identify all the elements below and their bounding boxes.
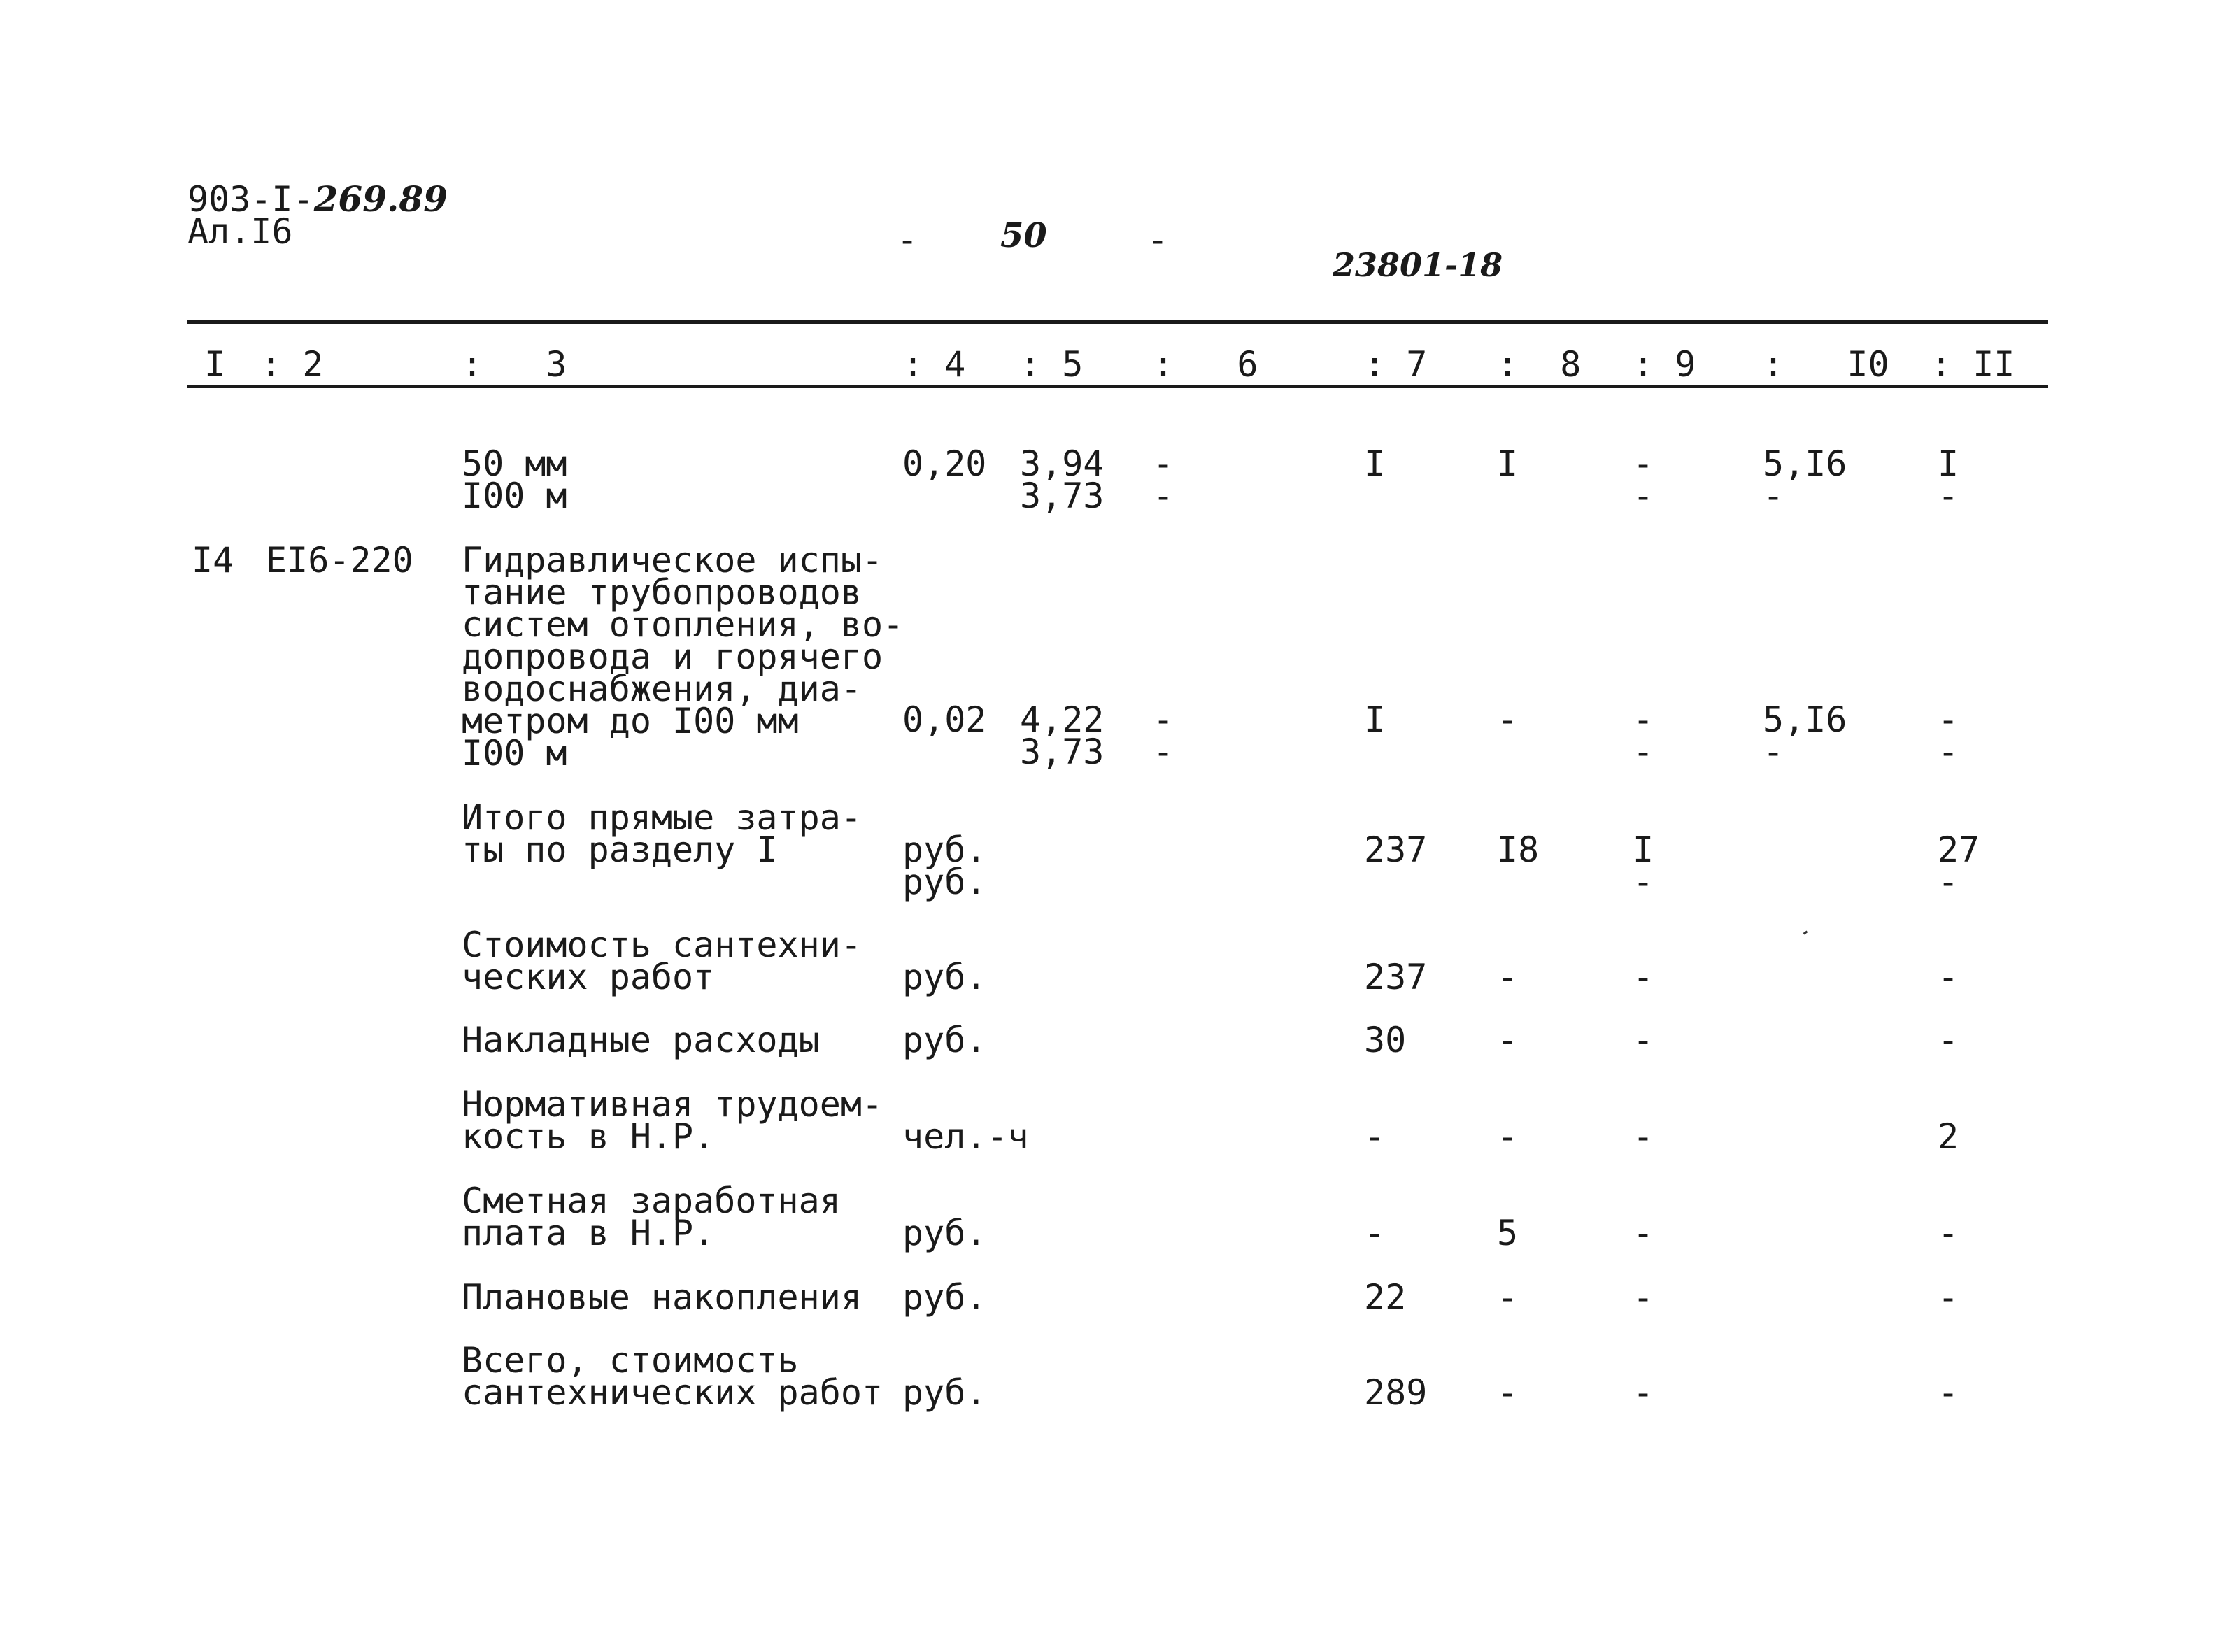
cell-col8: I8 <box>1497 829 1540 870</box>
cell-col9: - - <box>1633 699 1654 772</box>
cell-col7: I <box>1364 699 1386 740</box>
row-description: Плановые накопления <box>462 1277 862 1318</box>
document-code-printed: 903-I- <box>187 179 314 220</box>
sheet-label: Ал.I6 <box>187 211 293 252</box>
table-top-rule <box>187 320 2048 324</box>
row-description: Итого прямые затра- ты по разделу I <box>462 797 862 870</box>
cell-col9: - <box>1633 957 1654 997</box>
row-description: Стоимость сантехни- ческих работ <box>462 925 862 997</box>
cell-col9: - <box>1633 1372 1654 1413</box>
column-header-5: : 5 <box>1020 344 1084 385</box>
cell-col6: - - <box>1153 443 1174 516</box>
cell-col11: - <box>1938 957 1959 997</box>
cell-col6: - - <box>1153 699 1174 772</box>
cell-col4: 0,02 <box>902 699 987 740</box>
row-description: Сметная заработная плата в Н.Р. <box>462 1181 841 1253</box>
cell-col7: I <box>1364 443 1386 484</box>
cell-col8: - <box>1497 1372 1519 1413</box>
cell-col8: - <box>1497 1277 1519 1318</box>
inventory-number: 23801-18 <box>1333 246 1503 284</box>
column-header-3: : 3 <box>462 344 567 385</box>
row-description: Накладные расходы <box>462 1020 820 1060</box>
cell-col11: - <box>1938 1213 1959 1253</box>
cell-col4: руб. <box>902 957 987 997</box>
cell-col9: - <box>1633 1020 1654 1060</box>
cell-col8: 5 <box>1497 1213 1519 1253</box>
cell-col10: 5,I6 - <box>1763 699 1847 772</box>
cell-col8: - <box>1497 1116 1519 1157</box>
cell-col7: 237 <box>1364 957 1428 997</box>
cell-col11: 2 <box>1938 1116 1959 1157</box>
row-description: 50 мм I00 м <box>462 443 567 516</box>
column-header-1: I <box>204 344 226 385</box>
document-code-handwritten: 269.89 <box>313 178 448 220</box>
page-dash-right: - <box>1147 220 1169 260</box>
cell-col7: 237 <box>1364 829 1428 870</box>
cell-col11: - - <box>1938 699 1959 772</box>
cell-col11: - <box>1938 1277 1959 1318</box>
cell-col8: - <box>1497 957 1519 997</box>
cell-col9: - <box>1633 1116 1654 1157</box>
column-header-2: : 2 <box>260 344 324 385</box>
page-number: 50 <box>1000 216 1047 255</box>
column-header-11: : II <box>1931 344 2015 385</box>
cell-col8: I <box>1497 443 1519 484</box>
cell-col4: 0,20 <box>902 443 987 484</box>
cell-col10: 5,I6 - <box>1763 443 1847 516</box>
cell-col7: 289 <box>1364 1372 1428 1413</box>
cell-col4: руб. руб. <box>902 829 987 902</box>
row-number: I4 <box>192 540 234 581</box>
column-header-10: : I0 <box>1763 344 1889 385</box>
column-header-4: : 4 <box>902 344 966 385</box>
cell-col9: - - <box>1633 443 1654 516</box>
cell-col9: - <box>1633 1277 1654 1318</box>
cell-col5: 3,94 3,73 <box>1020 443 1105 516</box>
cell-col4: руб. <box>902 1213 987 1253</box>
cell-col7: 30 <box>1364 1020 1407 1060</box>
cell-col11: - <box>1938 1020 1959 1060</box>
cell-col9: I - <box>1633 829 1654 902</box>
row-description: Гидравлическое испы- тание трубопроводов систем отопления, во- допровода и горячего водоснабжения, диа- метром до I00 мм I00 м <box>462 540 904 774</box>
cell-col4: руб. <box>902 1277 987 1318</box>
cell-col8: - <box>1497 1020 1519 1060</box>
page-dash-left: - <box>897 220 918 260</box>
cell-col9: - <box>1633 1213 1654 1253</box>
cell-col5: 4,22 3,73 <box>1020 699 1105 772</box>
cell-col4: чел.-ч <box>902 1116 1029 1157</box>
cell-col11: 27 - <box>1938 829 1980 902</box>
row-description: Всего, стоимость сантехнических работ <box>462 1340 883 1413</box>
row-code: EI6-220 <box>266 540 413 581</box>
column-header-6: : 6 <box>1153 344 1258 385</box>
cell-col4: руб. <box>902 1372 987 1413</box>
pen-mark <box>1803 931 1808 935</box>
cell-col7: 22 <box>1364 1277 1407 1318</box>
table-header-rule <box>187 385 2048 388</box>
cell-col7: - <box>1364 1213 1386 1253</box>
column-header-9: : 9 <box>1633 344 1696 385</box>
column-header-8: : 8 <box>1497 344 1582 385</box>
column-header-7: : 7 <box>1364 344 1428 385</box>
row-description: Нормативная трудоем- кость в Н.Р. <box>462 1084 883 1157</box>
cell-col11: - <box>1938 1372 1959 1413</box>
cell-col8: - <box>1497 699 1519 740</box>
cell-col11: I - <box>1938 443 1959 516</box>
cell-col4: руб. <box>902 1020 987 1060</box>
cell-col7: - <box>1364 1116 1386 1157</box>
